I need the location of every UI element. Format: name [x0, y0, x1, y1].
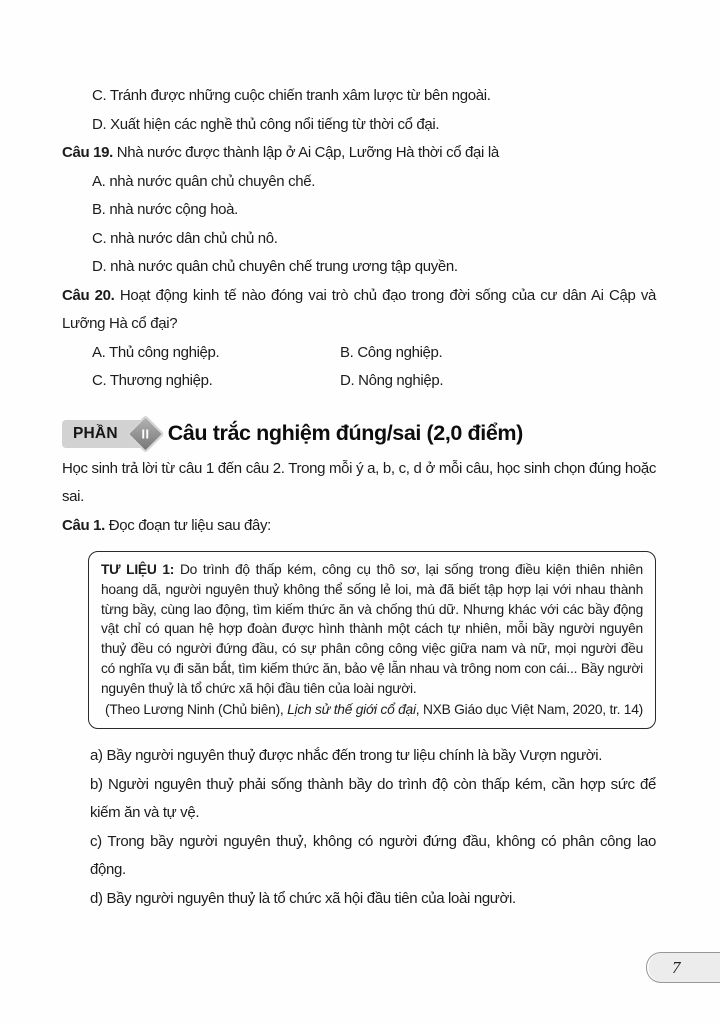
option-label: C.	[92, 372, 107, 389]
answer-option	[340, 339, 656, 368]
statement-label: d)	[90, 889, 103, 907]
statement-d	[90, 885, 656, 914]
option-label: A.	[92, 172, 106, 190]
section-instruction: Học sinh trả lời từ câu 1 đến câu 2. Trong mỗi ý a, b, c, d ở mỗi câu, học sinh chọn đúng hoặc sai.	[62, 459, 656, 505]
answer-option	[62, 225, 656, 254]
statement-c	[90, 828, 656, 885]
question-20	[62, 282, 656, 339]
option-text: Thủ công nghiệp.	[109, 343, 220, 361]
page-number: 7	[672, 957, 681, 977]
option-label: B.	[92, 201, 106, 218]
citation-book-title: Lịch sử thế giới cổ đại	[287, 701, 416, 717]
statement-label: b)	[90, 775, 103, 793]
option-label: A.	[92, 343, 106, 361]
question-number: Câu 19.	[62, 144, 113, 161]
option-text: Công nghiệp.	[357, 343, 443, 361]
option-label: D.	[92, 115, 107, 133]
option-label: D.	[92, 258, 107, 275]
statement-b	[90, 771, 656, 828]
option-text: nhà nước quân chủ chuyên chế.	[109, 172, 316, 190]
page-content	[62, 82, 656, 913]
answer-option	[62, 168, 656, 197]
source-text-box	[88, 551, 656, 729]
answer-option	[62, 196, 656, 225]
statement-text: Bầy người nguyên thuỷ được nhắc đến trong tư liệu chính là bầy Vượn người.	[106, 747, 603, 765]
source-heading: TƯ LIỆU 1:	[101, 562, 175, 577]
question-19	[62, 139, 656, 168]
source-text	[101, 560, 643, 699]
option-label: C.	[92, 87, 107, 104]
option-label: D.	[340, 372, 355, 389]
statement-label: c)	[90, 832, 102, 850]
part-badge	[62, 420, 150, 448]
option-text: Nông nghiệp.	[358, 372, 444, 389]
part-badge-label: PHẦN	[73, 424, 118, 442]
option-text: nhà nước dân chủ chủ nô.	[110, 229, 278, 247]
answer-option	[340, 367, 656, 396]
question-number: Câu 20.	[62, 286, 115, 304]
section-header	[62, 420, 656, 448]
statement-text: Trong bầy người nguyên thuỷ, không có người đứng đầu, không có phân công lao động.	[90, 832, 657, 879]
option-text: Thương nghiệp.	[109, 372, 213, 389]
section-title: Câu trắc nghiệm đúng/sai (2,0 điểm)	[167, 421, 523, 445]
option-text: nhà nước cộng hoà.	[109, 201, 238, 218]
answer-option	[92, 339, 340, 368]
answer-option	[62, 82, 656, 111]
question-number: Câu 1.	[62, 516, 105, 534]
citation-prefix: (Theo Lương Ninh (Chủ biên),	[105, 701, 288, 717]
statement-text: Người nguyên thuỷ phải sống thành bầy do trình độ còn thấp kém, cần hợp sức để kiếm ăn và tự vệ.	[90, 775, 656, 822]
option-text: Xuất hiện các nghề thủ công nổi tiếng từ thời cổ đại.	[110, 115, 440, 133]
part-number-diamond-icon	[126, 414, 164, 452]
source-body: Do trình độ thấp kém, công cụ thô sơ, lại sống trong điều kiện thiên nhiên hoang dã, người nguyên thuỷ không thể sống lẻ loi, mà đã biết tập hợp lại với nhau thành từng bầy, cùng lao động, tìm kiếm thức ăn và chống thú dữ. Nhưng khác với các bầy động vật chỉ có quan hệ hợp đoàn được hình thành một cách tự nhiên, mỗi bầy người nguyên thuỷ đều có người đứng đầu, có sự phân công công việc giữa nam và nữ, mọi người đều có nghĩa vụ đi săn bắt, tìm kiếm thức ăn, bảo vệ lẫn nhau và trông nom con cái... Bầy người nguyên thuỷ là tổ chức xã hội đầu tiên của loài người.	[101, 562, 643, 696]
page-number-tab	[646, 952, 720, 983]
options-grid	[62, 339, 656, 396]
option-text: nhà nước quân chủ chuyên chế trung ương tập quyền.	[110, 258, 458, 275]
part-number: II	[141, 426, 150, 441]
answer-option	[92, 367, 340, 396]
question-text: Đọc đoạn tư liệu sau đây:	[108, 516, 271, 534]
option-text: Tránh được những cuộc chiến tranh xâm lược từ bên ngoài.	[109, 87, 491, 104]
option-label: C.	[92, 229, 107, 247]
question-text: Nhà nước được thành lập ở Ai Cập, Lưỡng Hà thời cổ đại là	[116, 144, 499, 161]
statement-label: a)	[90, 747, 103, 765]
citation-suffix: , NXB Giáo dục Việt Nam, 2020, tr. 14)	[415, 701, 643, 717]
statement-list	[62, 742, 656, 913]
question-text: Hoạt động kinh tế nào đóng vai trò chủ đạo trong đời sống của cư dân Ai Cập và Lưỡng Hà cổ đại?	[62, 286, 656, 332]
answer-option	[62, 111, 656, 140]
question-1	[62, 512, 656, 541]
answer-option	[62, 253, 656, 282]
statement-a	[90, 742, 656, 771]
statement-text: Bầy người nguyên thuỷ là tổ chức xã hội đầu tiên của loài người.	[106, 889, 516, 907]
option-label: B.	[340, 343, 354, 361]
source-citation	[101, 700, 643, 720]
